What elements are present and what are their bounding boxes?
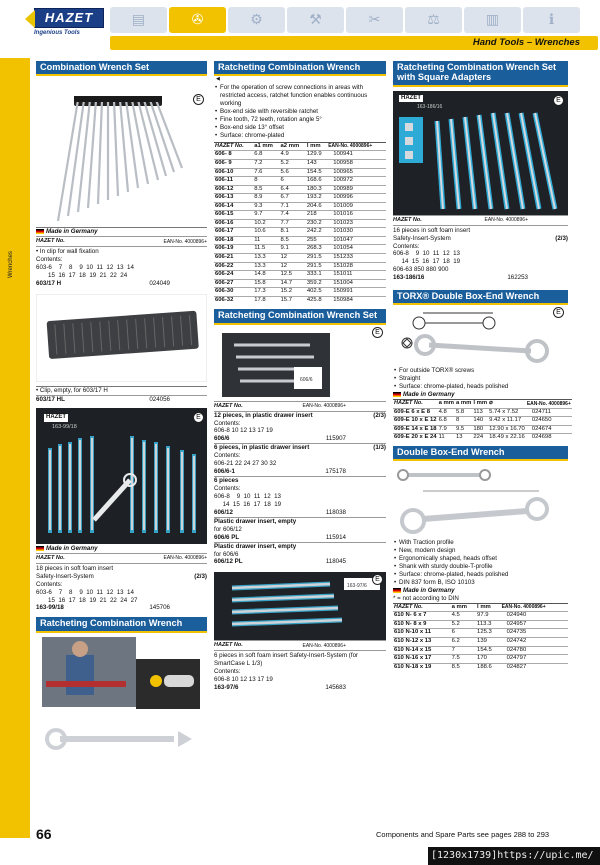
table-cell: 9.7: [253, 211, 279, 220]
table-cell: 8.9: [253, 194, 279, 203]
double-box-wrench-image: [393, 461, 568, 539]
drawer-insert-image: [214, 325, 386, 401]
table-cell: 606-17: [214, 228, 253, 237]
table-cell: 7.4: [280, 211, 306, 220]
table-cell: 11: [253, 236, 279, 245]
table-cell: 7.2: [253, 159, 279, 168]
table-cell: 13: [455, 434, 472, 442]
table-cell: 168.6: [306, 177, 327, 186]
table-row: [214, 253, 386, 262]
table-cell: 606-21: [214, 253, 253, 262]
section-title: Ratcheting Combination Wrench: [36, 617, 207, 632]
table-cell: 606-12: [214, 185, 253, 194]
svg-text:163-97/6: 163-97/6: [347, 583, 367, 590]
hazet-logo: HAZET: [34, 8, 104, 28]
table-row: [214, 202, 386, 211]
table-cell: 291.5: [306, 253, 327, 262]
table-cell: 218: [306, 211, 327, 220]
table-cell: 8.5: [253, 185, 279, 194]
table-cell: 606-11: [214, 177, 253, 186]
table-cell: 606-16: [214, 219, 253, 228]
page-header: [0, 0, 600, 50]
table-cell: 024957: [501, 620, 568, 629]
table-row: [393, 637, 568, 646]
table-cell: 7.1: [280, 202, 306, 211]
table-cell: 151028: [327, 262, 386, 271]
table-cell: 606-27: [214, 279, 253, 288]
hazet-tag: HAZET: [401, 94, 421, 101]
table-cell: 139: [476, 637, 501, 646]
table-cell: 359.2: [306, 279, 327, 288]
table-cell: 180: [472, 425, 488, 434]
table-cell: 154.5: [476, 646, 501, 655]
table-cell: 140: [472, 417, 488, 426]
feature-list: • For the operation of screw connections in areas with restricted access, ratchet function enables continuous working • Box-end side with reversible ratchet • Fine tooth, 72 teeth, rotation angle 5° • Box-end side 13° offset • Surface: chrome-plated: [214, 84, 386, 140]
table-cell: 8: [455, 417, 472, 426]
page-number: 66: [36, 826, 52, 842]
table-cell: 609-E 6 x E 8: [393, 408, 438, 417]
table-row: [214, 159, 386, 168]
table-cell: 024698: [526, 434, 572, 442]
torx-spec-table: HAZET No. a mm a mm l mm ⌀ EAN-No. 4000896+ 609-E 6 x E 8 4.8 5.8 113 5.74 x 7.52 024711 609-E 10 x E 12 6.8 8 140 9.42 x 11.17 024650 609-E 14 x E 18 7.9 9.5 180 12.90 x 16.70 024674 609-E 20 x E 24 11 13 224 18.49 x 22.16 024698: [394, 400, 571, 441]
table-cell: 13.3: [253, 262, 279, 271]
table-row: [214, 236, 386, 245]
table-row: [214, 279, 386, 288]
table-row: [214, 168, 386, 177]
catalog-icon[interactable]: ▤: [110, 7, 167, 33]
table-cell: 8.1: [280, 228, 306, 237]
table-cell: 425.8: [306, 296, 327, 304]
german-flag-icon: [393, 588, 401, 593]
table-cell: 610 N-18 x 19: [393, 663, 451, 671]
table-cell: 17.3: [253, 288, 279, 297]
table-cell: 8: [253, 177, 279, 186]
table-cell: 5.2: [280, 159, 306, 168]
table-cell: 024827: [501, 663, 568, 671]
table-cell: 610 N-14 x 15: [393, 646, 451, 655]
table-cell: 101023: [327, 219, 386, 228]
table-cell: 13.3: [253, 253, 279, 262]
side-tab: Wrenches: [0, 58, 30, 838]
feature-list: • With Traction profile • New, modern design • Ergonomically shaped, heads offset • Shank with sturdy double-T-profile • Surface: chrome-plated, heads polished • DIN 837 form B, ISO 10103: [393, 539, 568, 587]
table-cell: 101016: [327, 211, 386, 220]
table-cell: 8.5: [280, 236, 306, 245]
table-cell: 255: [306, 236, 327, 245]
foam-insert-image: [214, 572, 386, 640]
e-mark-icon: E: [193, 412, 204, 423]
table-cell: 609-E 20 x E 24: [394, 434, 437, 441]
e-mark-icon: E: [553, 307, 564, 318]
table-cell: 170: [476, 655, 501, 664]
german-flag-icon: [36, 546, 44, 551]
table-cell: 9.42 x 11.17: [488, 417, 526, 426]
wrench-rack-icon: [36, 76, 207, 226]
table-cell: 4.8: [438, 408, 455, 417]
table-cell: 606-15: [214, 211, 253, 220]
tagline: Ingenious Tools: [34, 30, 80, 36]
info-icon[interactable]: ℹ: [523, 7, 580, 33]
table-cell: 609-E 10 x E 12: [393, 417, 438, 426]
table-cell: 150991: [327, 288, 386, 297]
table-cell: 18.49 x 22.16: [489, 434, 525, 441]
table-row: [214, 271, 386, 280]
wrench-set-image: [36, 76, 207, 226]
double-box-spec-table: HAZET No. a mm l mm EAN-No. 4000896+ 610 N- 6 x 7 4.5 97.9 024940 610 N- 8 x 9 5.2 113.3 024957 610 N-10 x 11 6 125.3 024735 610 N-12 x 13 6.2 139 024742 610 N-14 x 15 7 154.5 024780 610 N-16 x 17 7.5 170 024797 610 N-18 x 19 8.5 188.6 024827: [393, 603, 568, 671]
table-row: [393, 646, 568, 655]
table-cell: 129.9: [306, 151, 327, 160]
table-row: [214, 288, 386, 297]
table-row: [214, 228, 386, 237]
category-tabs: [110, 7, 580, 33]
section-title: TORX® Double Box-End Wrench: [393, 290, 568, 305]
e-mark-icon: E: [553, 95, 564, 106]
table-cell: 15.7: [280, 296, 306, 304]
table-cell: 610 N-16 x 17: [393, 655, 451, 664]
table-cell: 291.5: [306, 262, 327, 271]
table-cell: 151004: [327, 279, 386, 288]
table-cell: 11.5: [253, 245, 279, 254]
table-cell: 610 N-10 x 11: [393, 629, 451, 638]
foam-insert-image: E HAZET 163-99/18: [36, 408, 207, 544]
table-cell: 606- 8: [214, 151, 253, 160]
table-cell: 268.3: [306, 245, 327, 254]
feature-list: • For outside TORX® screws • Straight • Surface: chrome-plated, heads polished: [393, 367, 568, 391]
table-cell: 14.7: [280, 279, 306, 288]
table-cell: 12.5: [280, 271, 306, 280]
table-cell: 11: [438, 434, 455, 442]
table-cell: 4.9: [280, 151, 306, 160]
table-cell: 97.9: [476, 612, 501, 621]
table-cell: 9.5: [455, 425, 472, 434]
table-cell: 7.5: [451, 655, 476, 664]
table-row: [393, 663, 568, 671]
table-cell: 242.2: [306, 228, 327, 237]
column-3: Ratcheting Combination Wrench Set with Square Adapters E HAZET 163-186/16 HAZET No. EAN-No. 4000896+ 16 pieces in soft foam insert Safety-Insert-System (2/3) Contents: 606-8 9 10 11 12 13 14 15 16 17 18 19 606-63 850 880 900 163-186/16 162253 TORX® Double Box-End Wrench E • For outside TORX® screws • Straight • Surface: chrome-plated, heads polished Made in Germany HAZET No. a mm a mm l mm ⌀ EAN-No. 4000896+ 609-E 6 x E 8 4.8 5.8 113 5.74 x 7.52 024711 609-E 10 x E 12 6.8 8 140 9.42 x 11.17 024650 609-E 14 x E 18 7.9 9.5 180 12.90 x 16.70 024674 609-E 20 x E 24 11 13 224 18.49 x 22.16 024698 Double Box-End Wrench • With Traction profile • New, modern design • Ergonomically shaped, heads offset • Shank with sturdy double-T-profile • Surface: chrome-plated, heads polished • DIN 837 form B, ISO 10103 Made in Germany * = not according to DIN HAZET No. a mm l mm EAN-No. 4000896+ 610 N- 6 x 7 4.5 97.9 024940 610 N- 8 x 9 5.2 113.3 024957 610 N-10 x 11 6 125.3 024735 610 N-12 x 13 6.2 139 024742 610 N-14 x 15 7 154.5 024780 610 N-16 x 17 7.5 170 024797 610 N-18 x 19 8.5 188.6 024827: [393, 61, 568, 671]
table-cell: 610 N- 8 x 9: [393, 620, 451, 629]
table-cell: 7: [451, 646, 476, 655]
table-row: [393, 612, 568, 621]
table-cell: 6.7: [280, 194, 306, 203]
column-2: Ratcheting Combination Wrench ◀ • For the operation of screw connections in areas with restricted access, ratchet function enables continuous working • Box-end side with reversible ratchet • Fine tooth, 72 teeth, rotation angle 5° • Box-end side 13° offset • Surface: chrome-plated HAZET No. a1 mm a2 mm l mm EAN-No. 4000896+ 606- 8 6.8 4.9 129.9 100941 606- 9 7.2 5.2 143 100958 606-10 7.6 5.6 154.5 100965 606-11 8 6 168.6 100972 606-12 8.5 6.4 180.3 100989 606-13 8.9 6.7 193.2 100996 606-14 9.3 7.1 204.6 101009 606-15 9.7 7.4 218 101016 606-16 10.2 7.7 230.2 101023 606-17 10.6 8.1 242.2 101030 606-18 11 8.5 255 101047 606-19 11.5 9.1 268.3 101054 606-21 13.3 12 291.5 151233 606-22 13.3 12 291.5 151028 606-24 14.8 12.5 333.1 151011 606-27 15.8 14.7 359.2 151004 606-30 17.3 15.2 402.5 150991 606-32 17.8 15.7 425.8 150984 Ratcheting Combination Wrench Set E 606/6 HAZET No. EAN-No. 4000896+ 12 pieces, in plastic drawer insert (2/3) Contents: 606-8 10 12 13 17 19 606/6 115907 6 pieces, in plastic drawer insert (1/3) Contents: 606-21 22 24 27 30 32 606/6-1 175178 6 pieces Contents: 606-8 9 10 11 12 13 14 15 16 17 18 19 606/12 118038 Plastic drawer insert, empty for 606/12 606/6 PL 115914 Plastic drawer insert, empty for 606/6 606/12 PL 118045 E 163-97/6 HAZET No. EAN-No. 4000896+ 6 pieces in soft foam insert Safety-Insert-System (for SmartCase L 1/3) Contents: 606-8 10 12 13 17 19 163-97/6 145683: [214, 61, 386, 692]
table-cell: 7.7: [280, 219, 306, 228]
table-cell: 101030: [327, 228, 386, 237]
table-cell: 606-24: [214, 271, 253, 280]
table-cell: 10.6: [253, 228, 279, 237]
table-cell: 4.5: [451, 612, 476, 621]
table-cell: 402.5: [306, 288, 327, 297]
table-row: [214, 262, 386, 271]
table-cell: 606-19: [214, 245, 253, 254]
table-cell: 224: [472, 434, 488, 442]
table-cell: 5.6: [280, 168, 306, 177]
table-row: [393, 629, 568, 638]
e-mark-icon: E: [193, 94, 204, 105]
section-bar: Hand Tools – Wrenches: [110, 36, 598, 50]
table-cell: 17.8: [253, 296, 279, 304]
table-cell: 12: [280, 262, 306, 271]
section-title: Ratcheting Combination Wrench Set: [214, 309, 386, 324]
table-row: [214, 151, 386, 160]
table-cell: 6.8: [253, 151, 279, 160]
table-cell: 610 N- 6 x 7: [393, 612, 451, 621]
table-cell: 15.8: [253, 279, 279, 288]
table-cell: 6: [280, 177, 306, 186]
german-flag-icon: [36, 229, 44, 234]
table-cell: 606- 9: [214, 159, 253, 168]
table-cell: 100965: [327, 168, 386, 177]
table-cell: 188.6: [476, 663, 501, 671]
table-cell: 609-E 14 x E 18: [393, 425, 438, 434]
table-cell: 6.8: [438, 417, 455, 426]
table-cell: 100989: [327, 185, 386, 194]
table-cell: 6.2: [451, 637, 476, 646]
section-title: Ratcheting Combination Wrench: [214, 61, 386, 76]
table-cell: 12: [280, 253, 306, 262]
table-cell: 180.3: [306, 185, 327, 194]
table-row: [214, 185, 386, 194]
table-cell: 024742: [501, 637, 568, 646]
table-cell: 606-10: [214, 168, 253, 177]
table-row: [214, 177, 386, 186]
table-cell: 151011: [327, 271, 386, 280]
table-row: [214, 211, 386, 220]
clip-image: [36, 294, 207, 382]
table-cell: 5.8: [455, 408, 472, 417]
table-row: [393, 408, 572, 417]
svg-text:606/6: 606/6: [300, 376, 313, 383]
power-tools-icon[interactable]: ⚒: [287, 7, 344, 33]
watermark: [1230x1739]https://upic.me/: [428, 847, 600, 865]
table-row: [393, 417, 572, 426]
table-cell: 101054: [327, 245, 386, 254]
section-title: Ratcheting Combination Wrench Set with Square Adapters: [393, 61, 568, 87]
table-row: [214, 245, 386, 254]
german-flag-icon: [393, 392, 401, 397]
storage-icon[interactable]: ▥: [464, 7, 521, 33]
e-mark-icon: E: [372, 574, 383, 585]
table-cell: 606-32: [214, 296, 253, 304]
table-cell: 193.2: [306, 194, 327, 203]
e-mark-icon: E: [372, 327, 383, 338]
table-cell: 6.4: [280, 185, 306, 194]
table-cell: 606-22: [214, 262, 253, 271]
table-cell: 100996: [327, 194, 386, 203]
table-row: [393, 425, 572, 434]
table-cell: 606-18: [214, 236, 253, 245]
table-cell: 7.6: [253, 168, 279, 177]
table-cell: 113.3: [476, 620, 501, 629]
table-cell: 024735: [501, 629, 568, 638]
table-cell: 101009: [327, 202, 386, 211]
table-cell: 9.1: [280, 245, 306, 254]
table-cell: 8.5: [451, 663, 476, 671]
table-cell: 5.2: [451, 620, 476, 629]
table-row: [393, 655, 568, 664]
table-cell: 204.6: [306, 202, 327, 211]
ratchet-usage-image: [36, 635, 207, 767]
table-cell: 024650: [526, 417, 572, 426]
table-cell: 610 N-12 x 13: [393, 637, 451, 646]
measuring-tools-icon[interactable]: ⚖: [405, 7, 462, 33]
table-cell: 101047: [327, 236, 386, 245]
hand-tools-icon[interactable]: ✇: [169, 7, 226, 33]
hazet-tag: HAZET: [46, 413, 66, 420]
table-cell: 9.3: [253, 202, 279, 211]
footer-note: Components and Spare Parts see pages 288 to 293: [376, 830, 550, 839]
table-cell: 230.2: [306, 219, 327, 228]
table-cell: 12.90 x 16.70: [488, 425, 526, 434]
table-cell: 7.9: [438, 425, 455, 434]
table-cell: 606-13: [214, 194, 253, 203]
table-cell: 100941: [327, 151, 386, 160]
table-cell: 15.2: [280, 288, 306, 297]
ratchet-spec-table: HAZET No. a1 mm a2 mm l mm EAN-No. 4000896+ 606- 8 6.8 4.9 129.9 100941 606- 9 7.2 5.2 143 100958 606-10 7.6 5.6 154.5 100965 606-11 8 6 168.6 100972 606-12 8.5 6.4 180.3 100989 606-13 8.9 6.7 193.2 100996 606-14 9.3 7.1 204.6 101009 606-15 9.7 7.4 218 101016 606-16 10.2 7.7 230.2 101023 606-17 10.6 8.1 242.2 101030 606-18 11 8.5 255 101047 606-19 11.5 9.1 268.3 101054 606-21 13.3 12 291.5 151233 606-22 13.3 12 291.5 151028 606-24 14.8 12.5 333.1 151011 606-27 15.8 14.7 359.2 151004 606-30 17.3 15.2 402.5 150991 606-32 17.8 15.7 425.8 150984: [214, 142, 386, 304]
table-cell: 333.1: [306, 271, 327, 280]
table-cell: 14.8: [253, 271, 279, 280]
table-row: [214, 219, 386, 228]
table-cell: 100958: [327, 159, 386, 168]
table-cell: 10.2: [253, 219, 279, 228]
section-title: Double Box-End Wrench: [393, 446, 568, 461]
table-cell: 6: [451, 629, 476, 638]
table-cell: 606-30: [214, 288, 253, 297]
table-cell: 125.3: [476, 629, 501, 638]
table-cell: 024940: [501, 612, 568, 621]
table-cell: 5.74 x 7.52: [488, 408, 526, 417]
table-cell: 024711: [526, 408, 572, 417]
table-row: [393, 434, 572, 442]
table-cell: 606-14: [214, 202, 253, 211]
table-row: [214, 194, 386, 203]
foam-insert-image: E HAZET 163-186/16: [393, 91, 568, 215]
vehicle-tools-icon[interactable]: ✂: [346, 7, 403, 33]
table-row: [393, 620, 568, 629]
table-cell: 150984: [327, 296, 386, 304]
section-title: Combination Wrench Set: [36, 61, 207, 76]
table-cell: 154.5: [306, 168, 327, 177]
table-cell: 113: [472, 408, 488, 417]
table-cell: 151233: [327, 253, 386, 262]
table-cell: 024797: [501, 655, 568, 664]
table-cell: 100972: [327, 177, 386, 186]
column-1: Combination Wrench Set E Made in Germany HAZET No. EAN-No. 4000896+ • In clip for wall fixation Contents: 603-6 7 8 9 10 11 12 13 14 15 16 17 18 19 21 22 24 603/17 H 024049 • Clip, empty, for 603/17 H 603/17 HL 024056 E HAZET 163-99/18 Made in Germany HAZET No. EAN-No. 4000896+ 18 pieces in soft foam insert Safety-Insert-System (2/3) Contents: 603-6 7 8 9 10 11 12 13 14 15 16 17 18 19 21 22 24 27 163-99/18 145706 Ratcheting Combination Wrench: [36, 61, 207, 767]
torx-wrench-image: [393, 305, 568, 367]
table-row: [214, 296, 386, 304]
table-cell: 024780: [501, 646, 568, 655]
table-cell: 024674: [526, 425, 572, 434]
socket-tools-icon[interactable]: ⚙: [228, 7, 285, 33]
table-cell: 143: [306, 159, 327, 168]
